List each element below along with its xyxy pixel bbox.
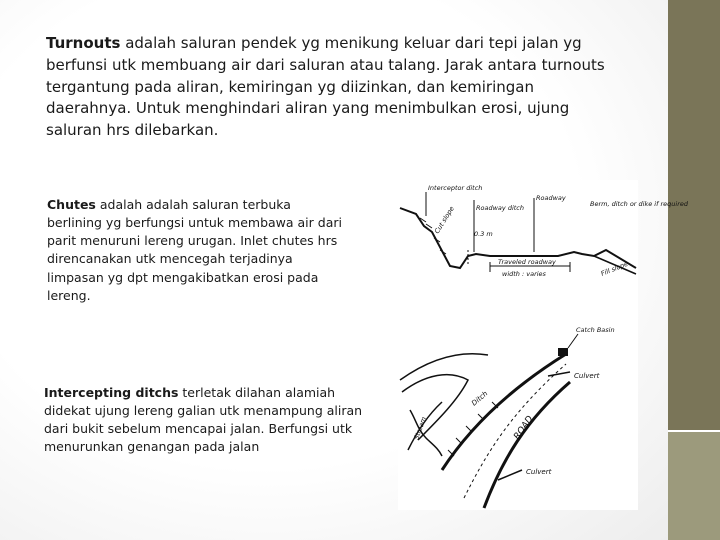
catch-basin-leader bbox=[568, 334, 578, 348]
label-stream: Stream bbox=[412, 415, 428, 441]
turnouts-text: adalah saluran pendek yg menikung keluar dari tepi jalan yg berfunsi utk membuang air dari saluran atau talang. Jarak antara turnouts tergantung pada aliran, kemiringan yg diizinkan, dan kemiringan daerahnya. Untuk menghindari aliran yang menimbulkan erosi, ujung saluran hrs dilebarkan. bbox=[46, 34, 605, 139]
culvert-top-pipe bbox=[548, 372, 570, 376]
contour-line-1 bbox=[400, 354, 488, 380]
label-culvert-top: Culvert bbox=[574, 372, 600, 380]
plan-view-drawing bbox=[398, 320, 638, 510]
label-cut-slope: Cut slope bbox=[432, 204, 456, 236]
cross-section-figure bbox=[398, 180, 688, 330]
sidebar-accent-top bbox=[668, 0, 720, 430]
plan-view-figure bbox=[398, 320, 638, 510]
label-roadway: Roadway bbox=[536, 194, 566, 202]
turnouts-paragraph bbox=[46, 33, 606, 142]
culvert-bottom-pipe bbox=[498, 470, 522, 480]
chutes-text: adalah adalah saluran terbuka berlining yg berfungsi untuk membawa air dari parit menuruni lereng urugan. Inlet chutes hrs direncanakan utk mencegah terjadinya limpasan yg dpt mengakibatkan erosi pada lereng. bbox=[47, 197, 342, 303]
intercepting-term: Intercepting ditchs bbox=[44, 385, 179, 400]
chutes-term: Chutes bbox=[47, 197, 96, 212]
label-depth: 0.3 m bbox=[474, 230, 493, 238]
road-edge-outer bbox=[484, 382, 570, 508]
label-traveled: Traveled roadway bbox=[498, 258, 556, 266]
label-ditch: Ditch bbox=[470, 389, 490, 408]
chutes-paragraph bbox=[47, 196, 347, 305]
ditch-line bbox=[442, 354, 566, 470]
catch-basin-symbol bbox=[558, 348, 568, 356]
sidebar-accent-bottom bbox=[668, 432, 720, 540]
cross-section-drawing bbox=[398, 180, 688, 330]
label-catch-basin: Catch Basin bbox=[576, 326, 615, 334]
turnouts-term: Turnouts bbox=[46, 34, 121, 52]
label-berm: Berm, ditch or dike if required bbox=[590, 200, 688, 208]
label-fill-slope: Fill slope bbox=[599, 259, 630, 278]
label-culvert-bottom: Culvert bbox=[526, 468, 552, 476]
label-interceptor: Interceptor ditch bbox=[428, 184, 483, 192]
intercepting-text: terletak dilahan alamiah didekat ujung lereng galian utk menampung aliran dari bukit sebelum mencapai jalan. Berfungsi utk menurunkan genangan pada jalan bbox=[44, 385, 363, 455]
label-roadway-ditch: Roadway ditch bbox=[476, 204, 524, 212]
label-road: ROAD bbox=[512, 414, 536, 442]
intercepting-paragraph bbox=[44, 384, 374, 457]
contour-line-2 bbox=[402, 375, 468, 440]
label-width: width : varies bbox=[502, 270, 546, 278]
